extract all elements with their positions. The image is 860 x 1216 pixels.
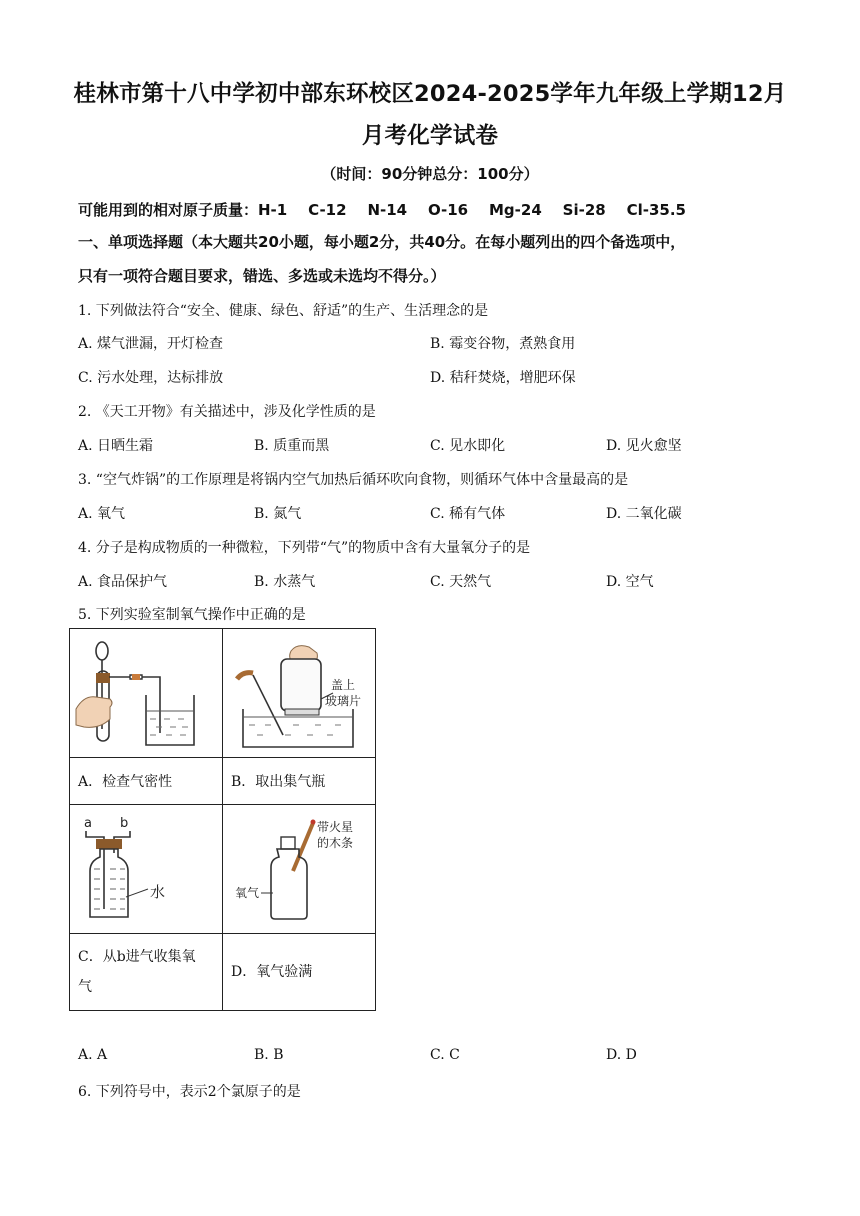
- question-4-option-b: B. 水蒸气: [254, 574, 316, 590]
- question-4-option-c: C. 天然气: [430, 574, 492, 590]
- question-4-stem: 4. 分子是构成物质的一种微粒，下列带“气”的物质中含有大量氧分子的是: [78, 540, 531, 556]
- time-info: （时间：90分钟总分：100分）: [321, 165, 539, 183]
- question-3-option-a: A. 氧气: [78, 506, 126, 522]
- question-5-option-d: D. D: [606, 1047, 637, 1063]
- take-out-gas-bottle-illustration: [223, 629, 367, 753]
- figure-c-cell: [70, 805, 223, 934]
- question-1-stem: 1. 下列做法符合“安全、健康、绿色、舒适”的生产、生活理念的是: [78, 303, 489, 319]
- question-1-option-a: A. 煤气泄漏，开灯检查: [78, 336, 224, 352]
- oxygen-full-test-illustration: [223, 805, 367, 929]
- question-3-option-b: B. 氮气: [254, 506, 302, 522]
- question-4-option-d: D. 空气: [606, 574, 654, 590]
- collect-oxygen-bottle-illustration: [70, 805, 214, 929]
- label-tube-a: a: [84, 816, 92, 831]
- question-5-option-c: C. C: [430, 1047, 460, 1063]
- question-2-option-b: B. 质重而黑: [254, 438, 330, 454]
- caption-c: [70, 934, 223, 1011]
- question-5-stem: 5. 下列实验室制氧气操作中正确的是: [78, 607, 306, 623]
- figure-a-cell: [70, 629, 223, 758]
- question-2-option-d: D. 见火愈坚: [606, 438, 682, 454]
- label-cover-glass-2: 玻璃片: [325, 694, 362, 708]
- exam-title-line1: 桂林市第十八中学初中部东环校区2024-2025学年九年级上学期12月: [73, 81, 787, 107]
- caption-d: D．氧气验满: [223, 934, 376, 1011]
- caption-c-line2: 气: [78, 979, 92, 995]
- caption-a: A．检查气密性: [70, 758, 223, 805]
- label-cover-glass-1: 盖上: [331, 678, 356, 692]
- question-4-option-a: A. 食品保护气: [78, 574, 168, 590]
- question-1-option-b: B. 霉变谷物，煮熟食用: [430, 336, 576, 352]
- question-3-option-d: D. 二氧化碳: [606, 506, 682, 522]
- question-3-stem: 3. “空气炸锅”的工作原理是将锅内空气加热后循环吹向食物，则循环气体中含量最高的是: [78, 472, 629, 488]
- question-2-option-c: C. 见水即化: [430, 438, 506, 454]
- caption-b: B．取出集气瓶: [223, 758, 376, 805]
- question-6-stem: 6. 下列符号中，表示2个氯原子的是: [78, 1084, 301, 1100]
- figure-d-cell: [223, 805, 376, 934]
- section-heading-line2: 只有一项符合题目要求，错选、多选或未选均不得分。）: [78, 267, 446, 285]
- question-5-option-b: B. B: [254, 1047, 284, 1063]
- atomic-masses: 可能用到的相对原子质量：H-1 C-12 N-14 O-16 Mg-24 Si-28 Cl-35.5: [78, 201, 686, 219]
- question-5-option-a: A. A: [78, 1047, 108, 1063]
- label-tube-b: b: [120, 816, 129, 831]
- label-glowing-splint-2: 的木条: [317, 836, 354, 850]
- question-2-stem: 2. 《天工开物》有关描述中，涉及化学性质的是: [78, 404, 376, 420]
- caption-c-line1: C．从b进气收集氧: [78, 949, 196, 965]
- label-oxygen: 氧气: [235, 886, 260, 900]
- question-1-option-c: C. 污水处理，达标排放: [78, 370, 224, 386]
- label-water: 水: [150, 883, 166, 901]
- figure-b-cell: [223, 629, 376, 758]
- experiment-table: [69, 628, 376, 1011]
- question-3-option-c: C. 稀有气体: [430, 506, 506, 522]
- exam-title-line2: 月考化学试卷: [361, 123, 499, 149]
- question-2-option-a: A. 日晒生霜: [78, 438, 154, 454]
- label-glowing-splint-1: 带火星: [317, 820, 354, 834]
- question-1-option-d: D. 秸秆焚烧，增肥环保: [430, 370, 576, 386]
- airtightness-check-illustration: [70, 629, 214, 753]
- section-heading-line1: 一、单项选择题（本大题共20小题，每小题2分，共40分。在每小题列出的四个备选项中，: [78, 233, 686, 251]
